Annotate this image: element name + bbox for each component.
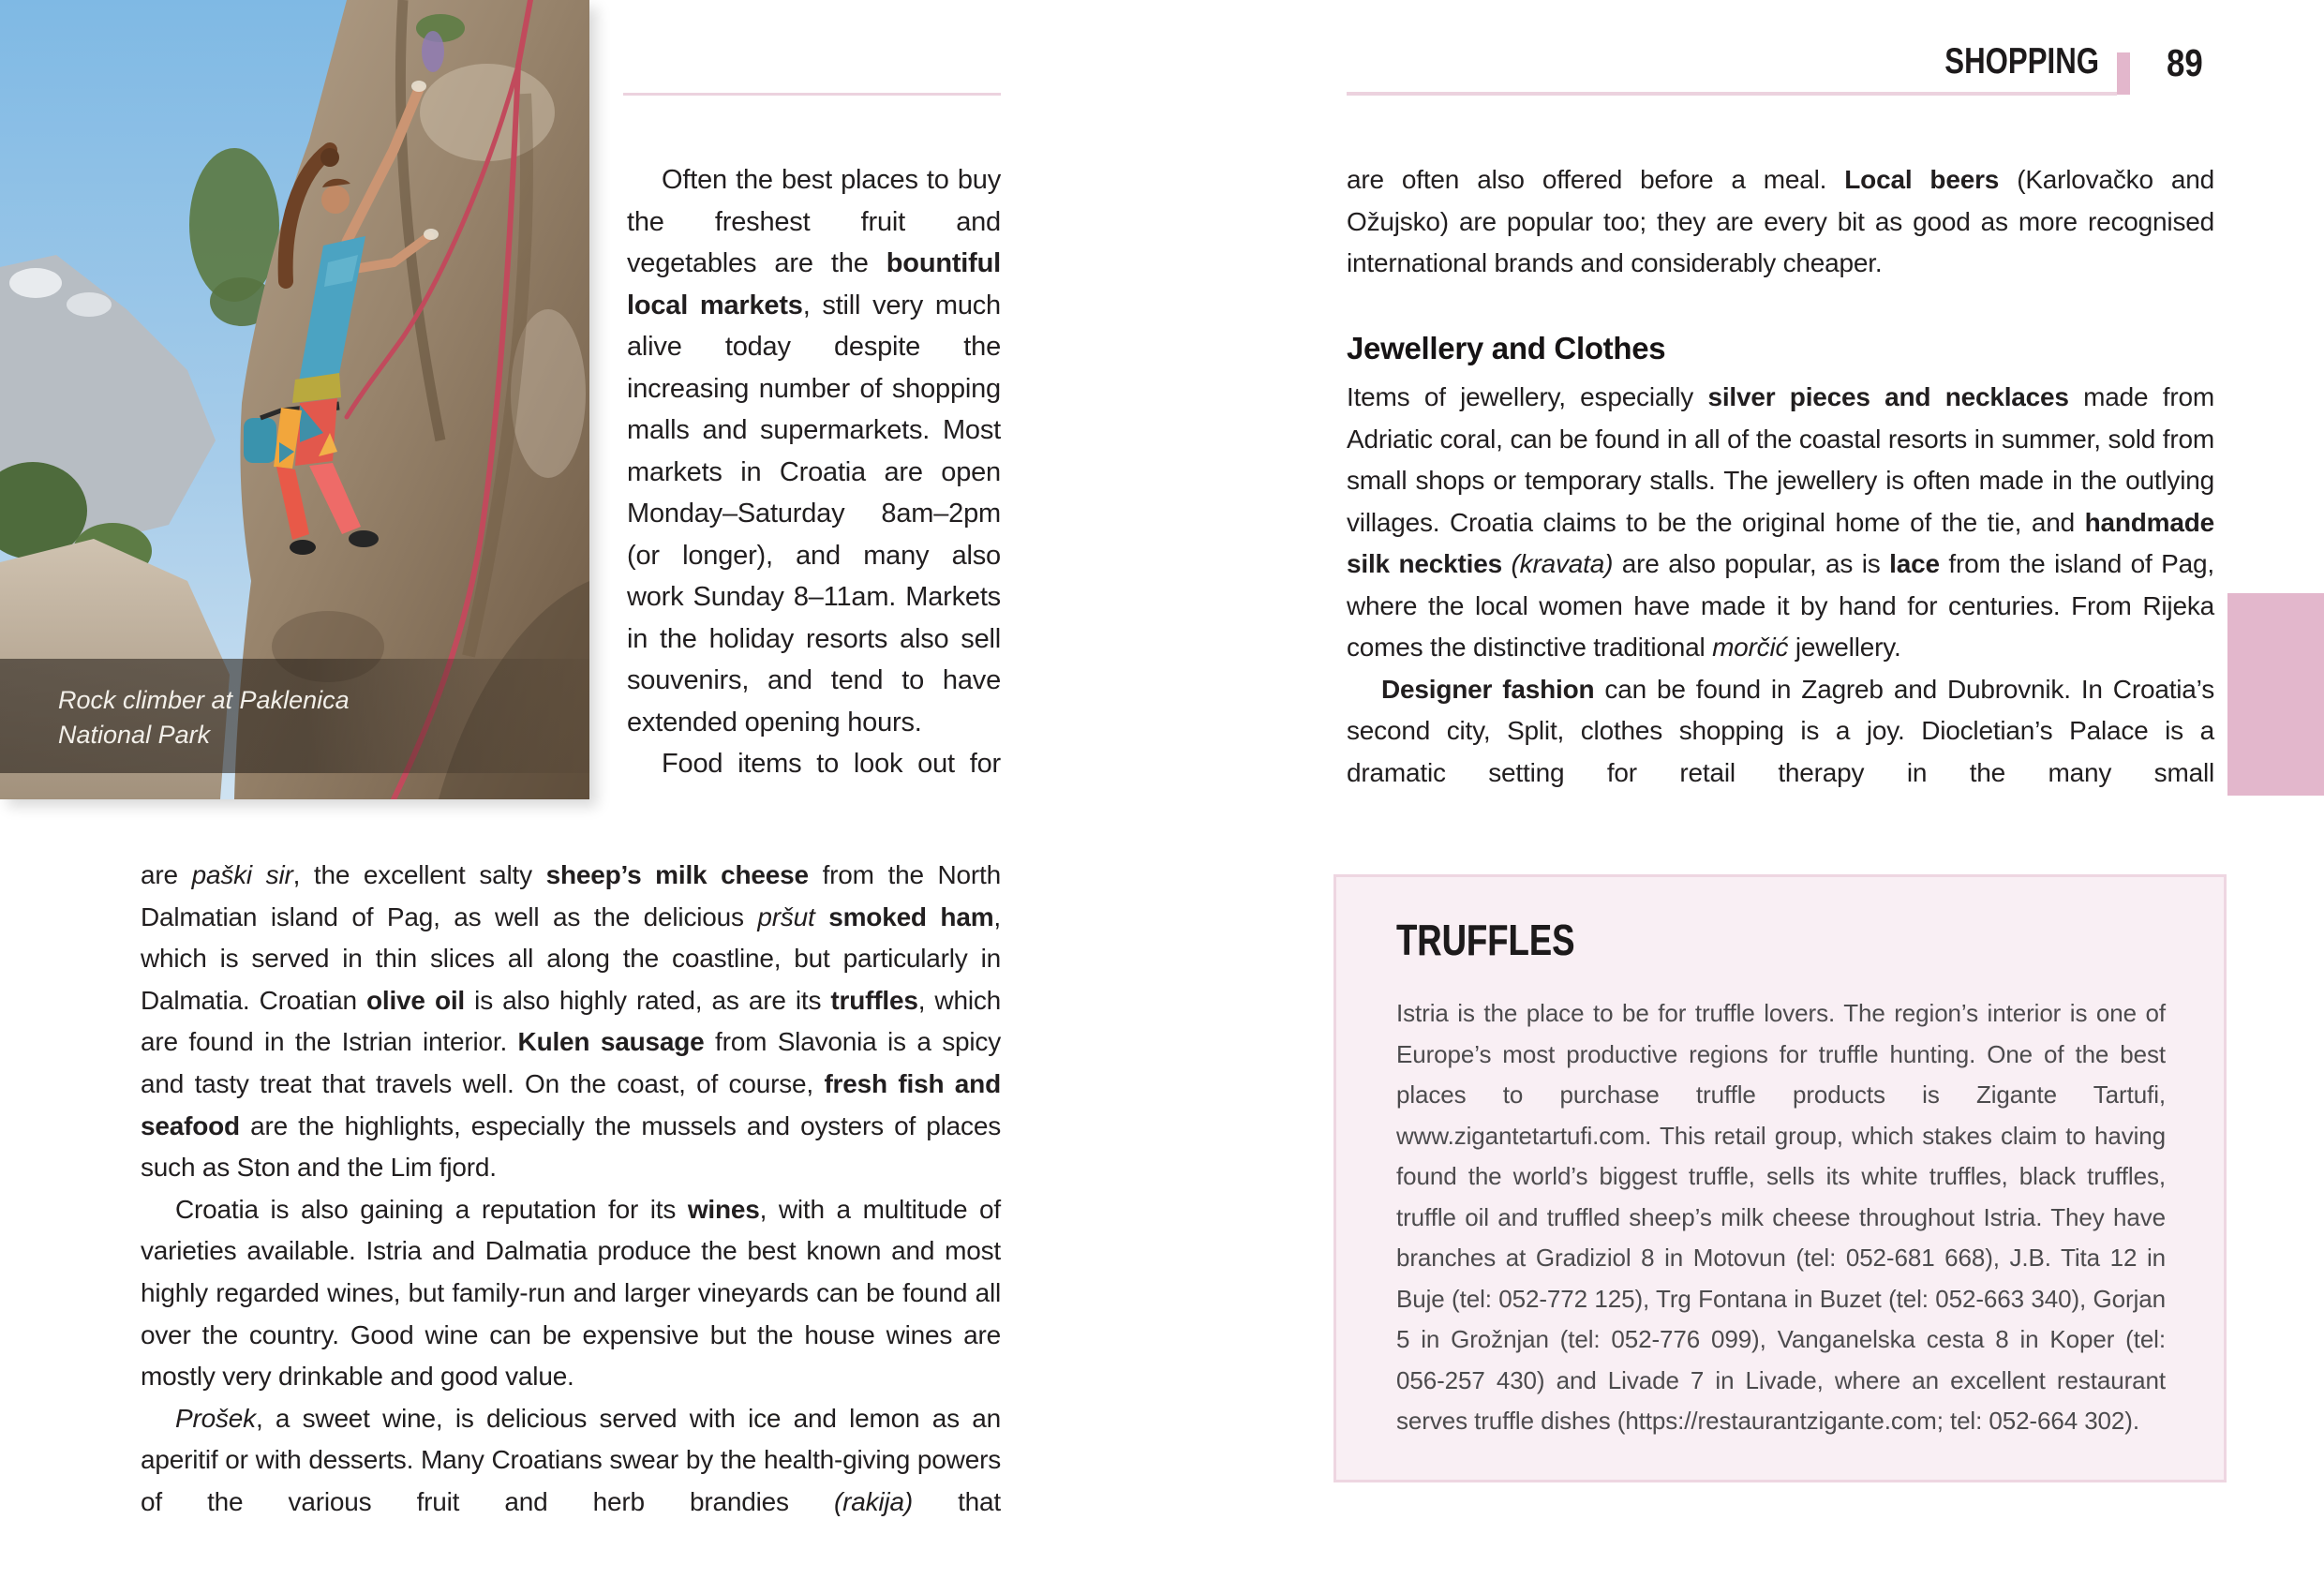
intro-column (627, 159, 1001, 785)
page-edge-tab (2227, 593, 2324, 796)
left-column-rule (623, 93, 1001, 96)
paragraph: are paški sir, the excellent salty sheep’s milk cheese from the North Dalmatian island of Pag, as well as the delicious pršut smoked ham, which is served in thin slices all along the coastline, but particularly in Dalmatia. Croatian olive oil is also highly rated, as are its truffles, which are found in the Istrian interior. Kulen sausage from Slavonia is a spicy and tasty treat that travels well. On the coast, of course, fresh fish and seafood are the highlights, especially the mussels and oysters of places such as Ston and the Lim fjord. (141, 860, 1002, 1183)
truffles-box (1333, 874, 2227, 1482)
paragraph: Often the best places to buy the freshest fruit and vegetables are the bountiful local markets, still very much alive today despite the increasing number of shopping malls and supermarkets. Most markets in Croatia are open Monday–Saturday 8am–2pm (or longer), and many also work Sunday 8–11am. Markets in the holiday resorts also sell souvenirs, and tend to have extended opening hours. (627, 165, 1001, 737)
right-column (1347, 159, 2214, 794)
header-rule (1347, 92, 2117, 96)
paragraph: Croatia is also gaining a reputation for its wines, with a multitude of varieties available. Istria and Dalmatia produce the best known and most highly regarded wines, but family-run and larger vineyards can be found all over the country. Good wine can be expensive but the house wines are mostly very drinkable and good value. (141, 1194, 1001, 1392)
section-title: SHOPPING (1944, 41, 2099, 82)
header-accent-bar (2117, 52, 2130, 95)
page-number: 89 (2167, 41, 2203, 84)
paragraph: Food items to look out for (662, 749, 1001, 779)
paragraph: Designer fashion can be found in Zagreb and Dubrovnik. In Croatia’s second city, Split, clothes shopping is a joy. Diocletian’s Palace is a dramatic setting for retail therapy in the many small (1347, 674, 2214, 787)
food-column (141, 855, 1001, 1524)
truffles-box-title: TRUFFLES (1396, 916, 1575, 964)
paragraph: Items of jewellery, especially silver pieces and necklaces made from Adriatic coral, can be found in all of the coastal resorts in summer, sold from small shops or temporary stalls. The jewellery is often made in the outlying villages. Croatia claims to be the original home of the tie, and handmade silk neckties (kravata) are also popular, as is lace from the island of Pag, where the local women have made it by hand for centuries. From Rijeka comes the distinctive traditional morčić jewellery. (1347, 382, 2214, 662)
subheading: Jewellery and Clothes (1347, 330, 1666, 365)
caption-band (0, 659, 589, 773)
photo-caption: Rock climber at Paklenica National Park (58, 686, 350, 749)
truffles-box-body: Istria is the place to be for truffle lovers. The region’s interior is one of Europe’s most productive regions for truffle hunting. One of the best places to purchase truffle products is Zigante Tartufi, www.zigantetartufi.com. This retail group, which stakes claim to having found the world’s biggest truffle, sells its white truffles, black truffles, truffle oil and truffled sheep’s milk cheese throughout Istria. They have branches at Gradiziol 8 in Motovun (tel: 052-681 668), J.B. Tita 12 in Buje (tel: 052-772 125), Trg Fontana in Buzet (tel: 052-663 340), Gorjan 5 in Grožnjan (tel: 052-776 099), Vanganelska cesta 8 in Koper (tel: 056-257 430) and Livade 7 in Livade, where an excellent restaurant serves truffle dishes (https://restaurantzigante.com; tel: 052-664 302). (1396, 999, 2166, 1435)
paragraph: Prošek, a sweet wine, is delicious served with ice and lemon as an aperitif or with desserts. Many Croatians swear by the health-giving powers of the various fruit and herb brandies (rakija) that (141, 1403, 1001, 1516)
photo-rock-climber (0, 0, 589, 799)
paragraph: are often also offered before a meal. Local beers (Karlovačko and Ožujsko) are popular too; they are every bit as good as more recognised international brands and considerably cheaper. (1347, 165, 2214, 277)
